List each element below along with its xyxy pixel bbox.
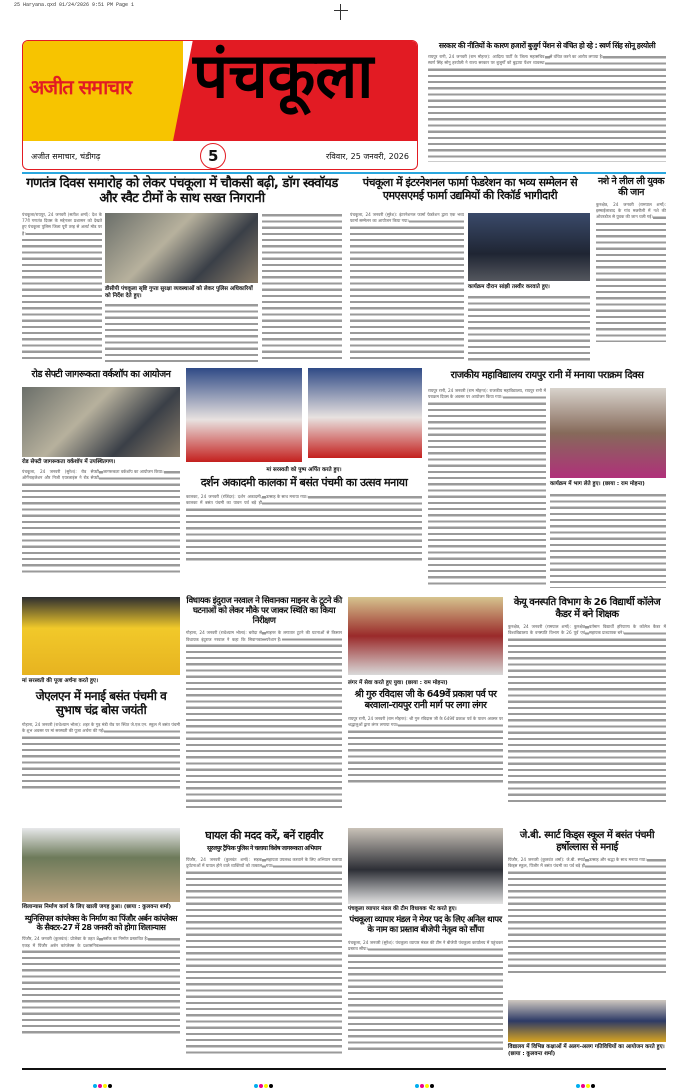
photo [22,387,180,457]
headline: पंचकूला में इंटरनेशनल फार्मा फेडरेशन का भव्य सम्मेलन से एमएसएमई फार्मा उद्यमियों की रिकॉर्ड भागीदारी [362,176,578,202]
headline: पंचकूला व्यापार मंडल ने मेयर पद के लिए अनिल थापर के नाम का प्रस्ताव बीजेपी नेतृत्व को सौंपा [349,915,502,935]
article [428,370,666,382]
article-body: रायपुर रानी, 24 जनवरी (राम मोहन्त): राजकीय महाविद्यालय, रायपुर रानी में पराक्रम दिवस के अवसर पर आयोजन किया गया। [428,388,546,588]
date: रविवार, 25 जनवरी, 2026 [325,151,409,161]
divider [22,172,666,174]
headline: केयू वनस्पति विभाग के 26 विद्यार्थी कॉलेज कैडर में बने शिक्षक [513,597,661,620]
print-slug: 25 Haryana.qxd 01/24/2026 9:51 PM Page 1 [14,2,135,8]
headline: दर्शन अकादमी कालका में बसंत पंचमी का उत्सव मनाया [200,476,408,489]
article [186,477,422,564]
headline: जेएलएन में मनाई बसंत पंचमी व सुभाष चंद्र बोस जयंती [35,689,167,717]
article-body: पंचकूला, 24 जनवरी (सुरेश): रोड सेफ्टी ऑर्गेनाइजेशन और निजी एयरलाइंस ने रोड सेफ्टी जागरूकता वर्कशॉप का आयोजन किया। [22,469,180,574]
subheadline: सूरजपुर ट्रैफिक पुलिस ने चलाया विशेष जागरूकता अभियान [207,844,321,852]
masthead [22,40,418,170]
article [186,830,342,1057]
article [22,914,180,1036]
headline: गणतंत्र दिवस समारोह को लेकर पंचकूला में चौकसी बढ़ी, डॉग स्क्वॉयड और स्वैट टीमों के साथ सख्त निगरानी [26,176,338,206]
photo-caption: मां सरस्वती को पुष्प अर्पित करते हुए। [266,467,342,473]
article [350,177,590,202]
photo [348,828,503,904]
article-body [262,212,342,362]
headline: विधायक इंदुराज नरवाल ने सिवानका माइनर के टूटने की घटनाओं को लेकर मौके पर जाकर स्थिति का किया निरीक्षण [186,596,342,626]
article [428,42,666,162]
section-title: पंचकूला [193,40,374,112]
article-body: कुरुक्षेत्र, 24 जनवरी (रामपाल शर्मा): कुरुक्षेत्र विश्वविद्यालय के वनस्पति विभाग के 26 पूर्व एवं वर्तमान विद्यार्थी हरियाणा के कॉलेज कैडर में सहायक प्राध्यापक बने। [508,624,666,804]
article-body: कालका, 24 जनवरी (रजिंदर): दर्शन अकादमी, कालका में बसंत पंचमी का पावन पर्व बड़े ही उत्साह के साथ मनाया गया। [186,494,422,564]
article-body: पंचकूला/रायपुर, 24 जनवरी (सतीश शर्मा): देश के 77वें गणतंत्र दिवस के मद्देनजर प्रशासन को देखते हुए पंचकूला पुलिस जिला पूरी तरह से अलर्ट मोड पर है। [22,212,102,362]
headline: म्युनिसिपल कांप्लेक्स के निर्माण का पिंजौर अर्बन कांप्लेक्स के सैक्टर-27 में 28 जनवरी को होगा शिलान्यास [24,914,178,933]
photo-caption: रोड सेफ्टी जागरूकता वर्कशॉप में उपस्थितगण। [22,458,116,465]
photo [186,368,302,462]
headline: रोड सेफ्टी जागरूकता वर्कशॉप का आयोजन [31,369,171,380]
crop-mark [334,10,348,11]
article-body: पंचकूला, 24 जनवरी (सुरेश): पंचकूला व्यापार मंडल की टीम ने बीजेपी पंचकूला कार्यालय में पहुंचकर प्रस्ताव सौंपा। [348,940,503,1050]
page-number: 5 [200,143,226,169]
headline: राजकीय महाविद्यालय रायपुर रानी में मनाया पराक्रम दिवस [450,370,644,381]
brand-logo: अजीत समाचार [29,75,132,99]
photo [348,597,503,675]
headline: नशे ने लील ली युवक की जान [597,176,665,198]
article-body: पिंजौर, 24 जनवरी (कुलवंत शर्मा): जे.बी. स्मार्ट किड्स स्कूल, पिंजौर में बसंत पंचमी का पर्व बड़े ही उत्साह और श्रद्धा के साथ मनाया गया। [508,857,666,977]
article [596,177,666,342]
photo [22,597,180,675]
article-body: पिंजौर, 24 जनवरी (कुलवंत शर्मा): सड़क दुर्घटनाओं में घायल होने वाले व्यक्तियों को तत्काल सहायता उपलब्ध करवाने के लिए अभियान चलाया गया। [186,857,342,1057]
article [508,830,666,977]
article-body [550,492,666,588]
photo [308,368,422,458]
photo-caption: कार्यक्रम दौरान सांझी तस्वीर करवाते हुए। [468,284,550,290]
headline: जे.बी. स्मार्ट किड्स स्कूल में बसंत पंचमी हर्षोल्लास से मनाई [519,830,655,853]
article [186,597,342,810]
article-body: गोहाना, 24 जनवरी (राधेश्याम भोला): बरोदा से विधायक इंदुराज नरवाल ने कहा कि सिवानका माइनर के लगातार टूटने की घटनाओं से किसान परेशान हैं। [186,630,342,810]
photo [22,828,180,902]
article-body: गोहाना, 24 जनवरी (राधेश्याम भोला): शहर के गुड़ मंडी रोड पर स्थित जे.एल.एन. स्कूल में बसंत पंचमी के शुभ अवसर पर मां सरस्वती की पूजा अर्चना की गई। [22,722,180,792]
edition: अजीत समाचार, चंडीगढ़ [31,151,101,161]
article-body: रायपुर रानी, 24 जनवरी (राम मोहन्त): श्री गुरु रविदास जी के 649वें प्रकाश पर्व के पावन अवसर पर श्रद्धालुओं द्वारा लंगर लगाया गया। [348,716,503,786]
photo-caption: कार्यक्रम में भाग लेते हुए। (छाया : राम मोहन्त) [550,481,645,487]
article-body [105,302,258,362]
article-body: पंचकूला, 24 जनवरी (सुरेश): इंटरनेशनल फार्मा फेडरेशन द्वारा एक भव्य फार्मा सम्मेलन का आयोजन किया गया। [350,212,464,362]
photo-caption: लंगर में सेवा करते हुए युवा। (छाया : राम मोहन्त) [348,680,448,686]
article [22,690,180,792]
photo [105,213,258,283]
article [348,690,503,786]
masthead-footer [23,141,417,170]
photo [550,388,666,478]
headline: घायल की मदद करें, बनें राहवीर [205,829,323,842]
photo [468,213,590,281]
photo [508,1000,666,1042]
photo-caption: डीसीपी पंचकूला सृष्टि गुप्ता सुरक्षा व्यवस्थाओं को लेकर पुलिस अधिकारियों को निर्देश देते हुए। [105,286,253,299]
article [348,916,503,1050]
photo-caption: शिलान्यास निर्माण कार्य के लिए खाली जगह हुआ। (छाया : कुलवन्त शर्मा) [22,904,171,910]
photo-caption: मां सरस्वती की पूजा अर्चना करते हुए। [22,678,99,684]
article [22,177,342,207]
crop-mark [340,4,341,20]
article [508,597,666,804]
photo-caption: पंचकूला व्यापार मंडल की टीम विधायक भेंट करते हुए। [348,906,457,912]
article [22,370,180,574]
article-body: कुरुक्षेत्र, 24 जनवरी (रामपाल शर्मा): इस्माईलाबाद के गांव मछरौली में नशे की ओवरडोज से युवक की जान चली गई। [596,202,666,342]
headline: श्री गुरु रविदास जी के 649वें प्रकाश पर्व पर बरवाला-रायपुर रानी मार्ग पर लगा लंगर [354,689,497,711]
bottom-rule [22,1068,666,1070]
photo-caption: विद्यालय में विभिन्न कक्षाओं में अलग-अलग गतिविधियों का आयोजन करते हुए। (छाया : कुलवन्त शर्मा) [508,1044,665,1057]
headline: सरकार की नीतियों के कारण हजारों बुजुर्ग पेंशन से वंचित हो रहे : स्वर्ण सिंह सोनू हरयोली [438,41,656,50]
article-body: रायपुर रानी, 24 जनवरी (राम मोहन्त): आदित्य पार्टी के जिला महासचिव स्वर्ण सिंह सोनू हरयोली ने राज्य सरकार पर बुजुर्गों को बुढ़ापा पेंशन व्यवस्था से वंचित करने का आरोप लगाया है। [428,54,666,162]
article-body [468,294,590,362]
color-registration-marks [22,1073,666,1092]
article-body: पिंजौर, 24 जनवरी (कुलवंत): प्रोजेक्ट के तहत 8 एकड़ में पिंजौर अर्बन कांप्लेक्स के प्रशासनिक ब्लॉक का निर्माण प्रस्तावित है। [22,936,180,1036]
